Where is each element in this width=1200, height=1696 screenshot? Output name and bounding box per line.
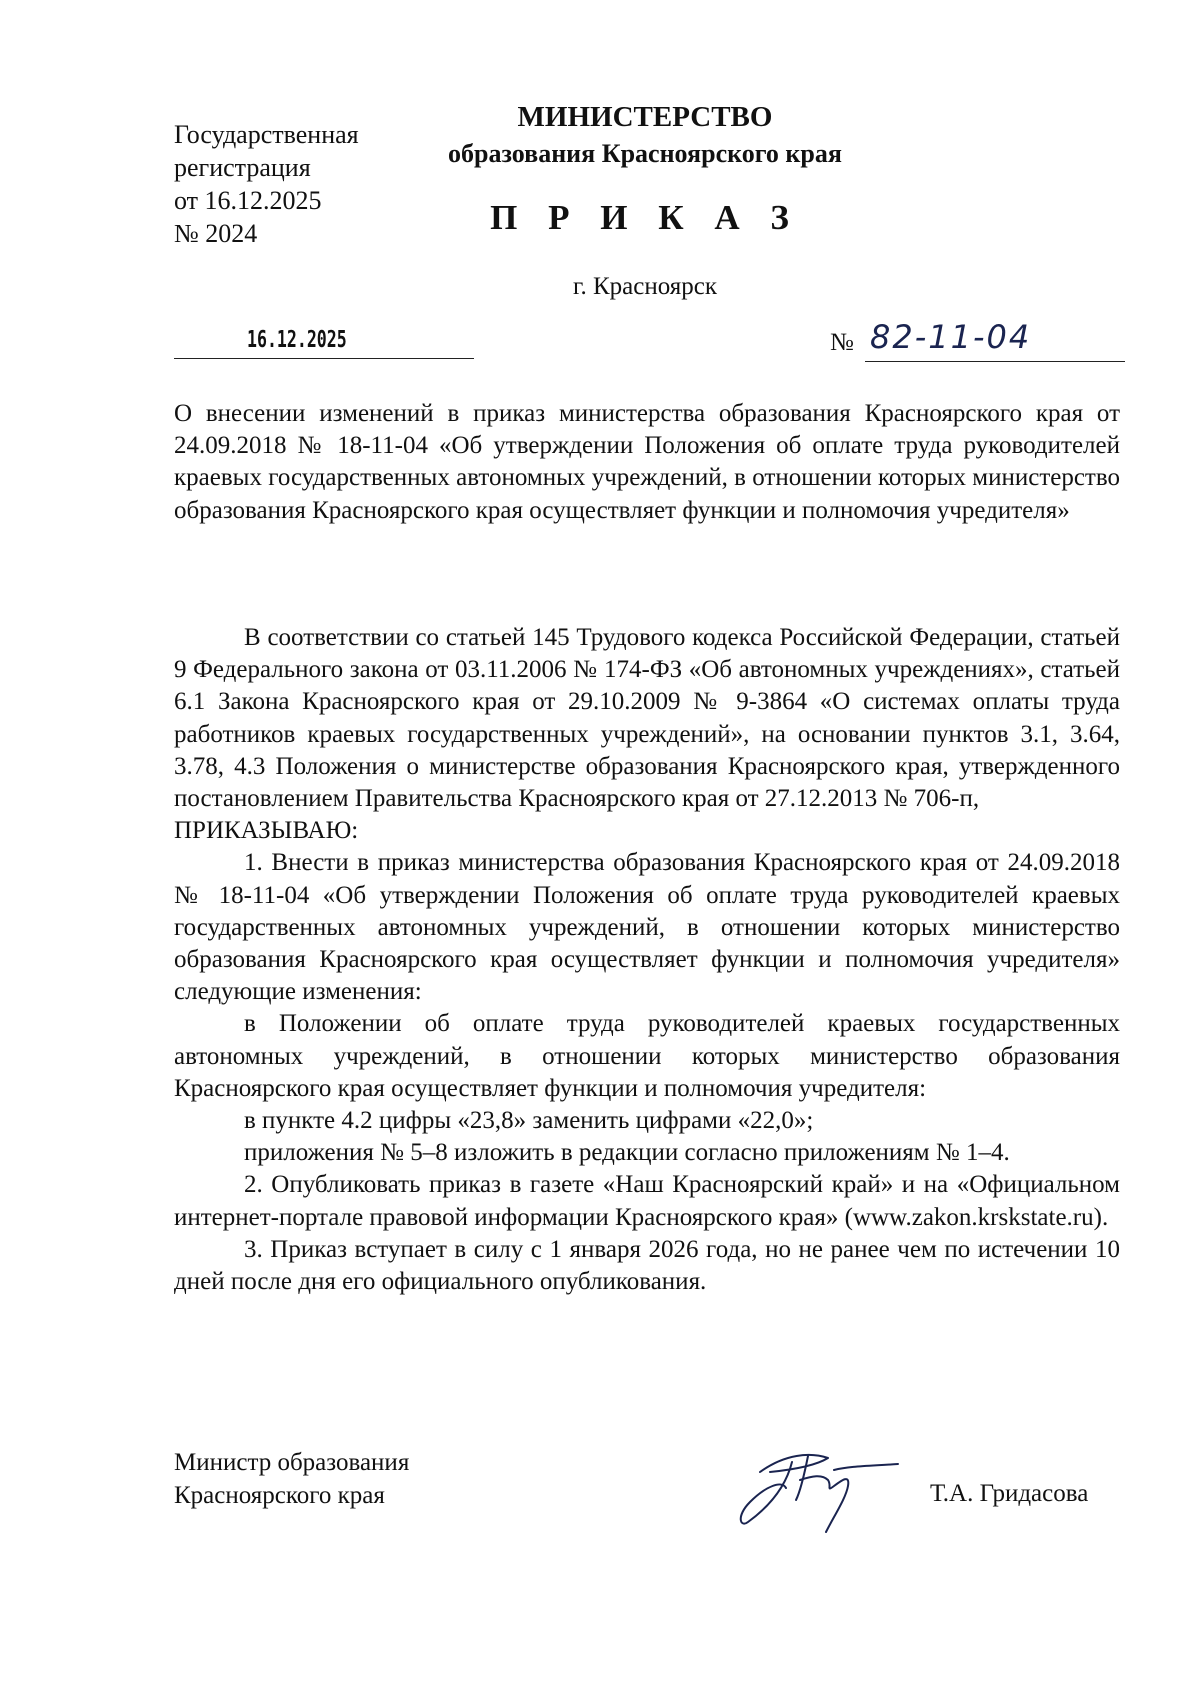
item-3-paragraph: 3. Приказ вступает в силу с 1 января 2026 года, но не ранее чем по истечении 10 дней после дня его официального опубликования. [174,1235,1120,1296]
organization-name: МИНИСТЕРСТВО [517,101,773,133]
item-1-paragraph: 1. Внести в приказ министерства образования Красноярского края от 24.09.2018 № 18-11-04 «Об утверждении Положения об оплате труда руководителей краевых государственных автономных учреждений, в отношении которых министерство образования Красноярского края осуществляет функции и полномочия учредителя» следующие изменения: [174,849,1120,1006]
signatory-position [174,1446,409,1512]
registration-line: от 16.12.2025 [174,186,322,215]
item-1a-paragraph: в Положении об оплате труда руководителей краевых государственных автономных учреждений, в отношении которых министерство образования Красноярского края осуществляет функции и полномочия учредителя: [174,1010,1120,1102]
document-title [174,398,1120,527]
document-body [174,622,1120,1298]
preamble-paragraph: В соответствии со статьей 145 Трудового кодекса Российской Федерации, статьей 9 Федерального закона от 03.11.2006 № 174-ФЗ «Об автономных учреждениях», статьей 6.1 Закона Красноярского края от 29.10.2009 № 9-3864 «О системах оплаты труда работников краевых государственных учреждений», на основании пунктов 3.1, 3.64, 3.78, 4.3 Положения о министерстве образования Красноярского края, утвержденного постановлением Правительства Красноярского края от 27.12.2013 № 706-п, [174,624,1120,813]
registration-line: № 2024 [174,219,258,248]
signatory-name: Т.А. Гридасова [930,1480,1089,1507]
order-word: ПРИКАЗЫВАЮ: [174,817,359,845]
registration-stamp [174,118,359,250]
organization-header [420,98,870,172]
signatory-position-line: Красноярского края [174,1482,385,1509]
registration-line: регистрация [174,153,311,182]
order-date-stamp: 16.12.2025 [247,327,347,353]
handwritten-signature [730,1436,910,1546]
registration-line: Государственная [174,120,359,149]
document-type: П Р И К А З [490,198,800,237]
order-number-handwritten: 82-11-04 [870,318,1032,356]
document-city: г. Красноярск [573,273,717,300]
item-2-paragraph: 2. Опубликовать приказ в газете «Наш Красноярский край» и на «Официальном интернет-портале правовой информации Красноярского края» (www.zakon.krskstate.ru). [174,1171,1120,1231]
signatory-position-line: Министр образования [174,1449,410,1476]
item-1c-paragraph: приложения № 5–8 изложить в редакции согласно приложениям № 1–4. [244,1139,1010,1167]
item-1b-paragraph: в пункте 4.2 цифры «23,8» заменить цифрами «22,0»; [244,1107,814,1135]
number-sign: № [830,329,854,356]
organization-subname: образования Красноярского края [448,139,842,168]
title-text: О внесении изменений в приказ министерства образования Красноярского края от 24.09.2018 № 18-11-04 «Об утверждении Положения об оплате труда руководителей краевых государственных автономных учреждений, в отношении которых министерство образования Красноярского края осуществляет функции и полномочия учредителя» [174,400,1120,524]
